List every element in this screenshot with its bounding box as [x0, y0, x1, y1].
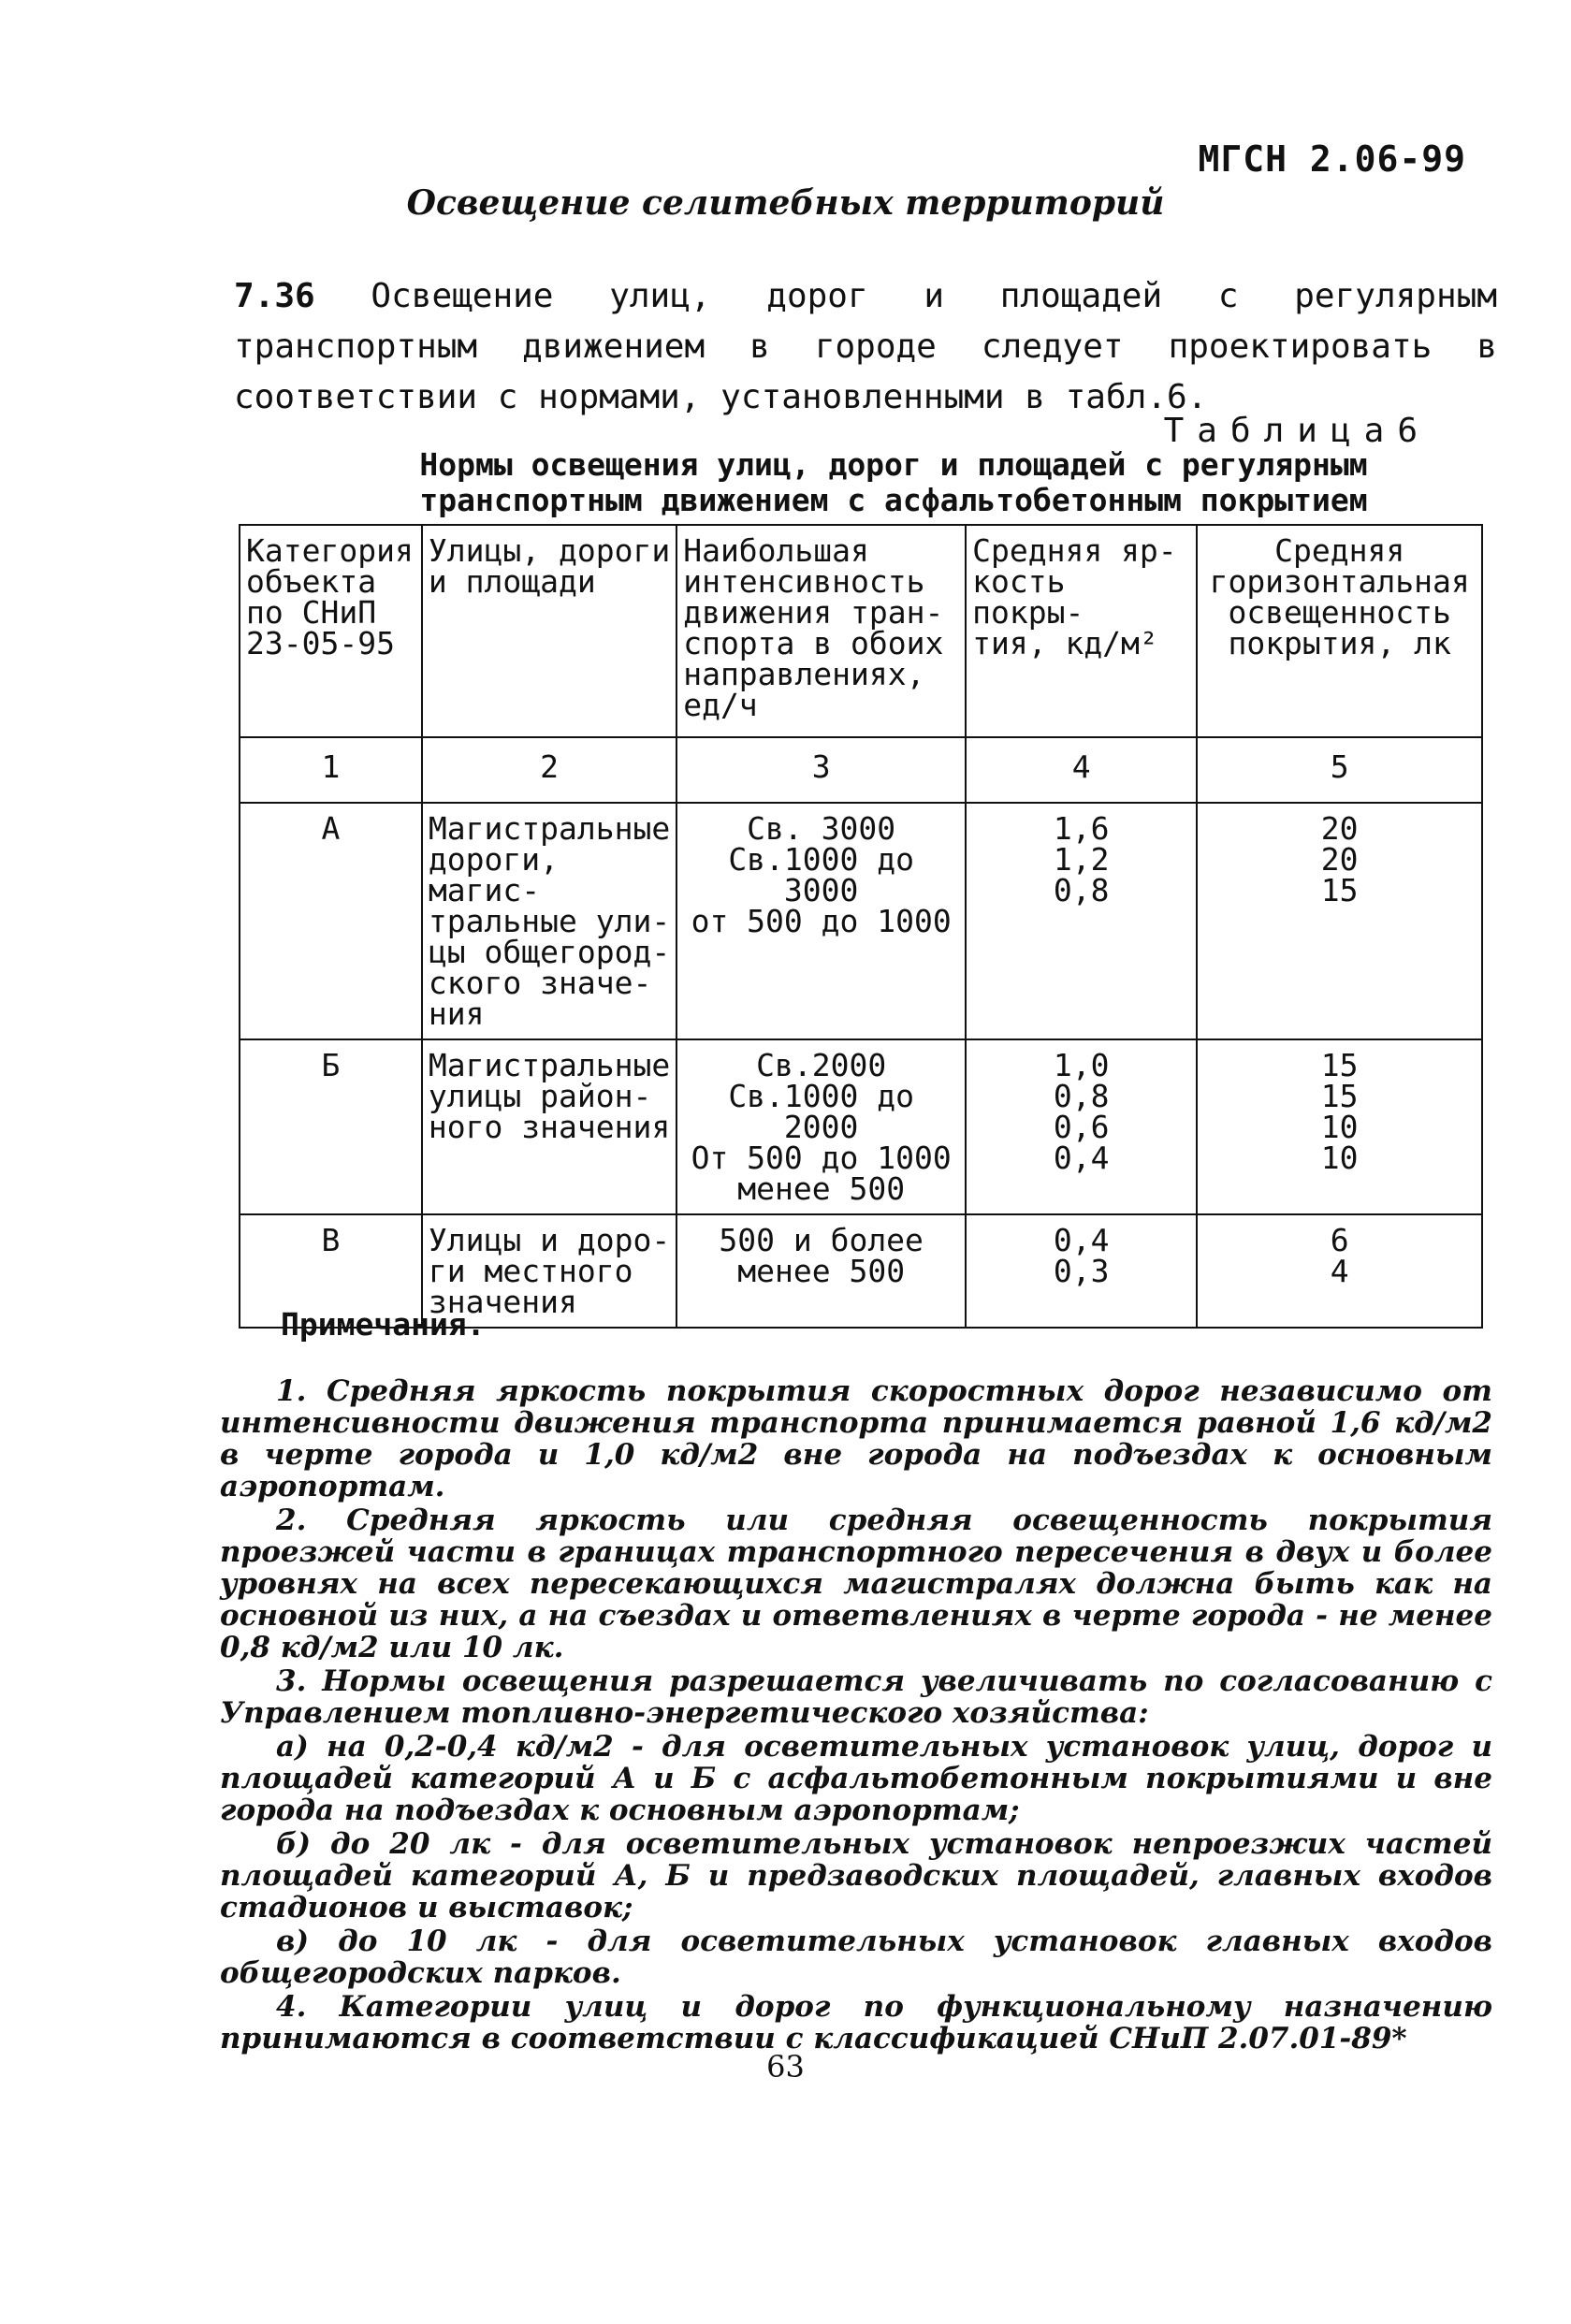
note-item: а) на 0,2-0,4 кд/м2 - для осветительных установок улиц, дорог и площадей категорий А и Б с асфальтобетонным покрытиями и вне города на подъездах к основным аэропортам; [220, 1730, 1492, 1827]
document-code: МГСН 2.06-99 [1198, 138, 1466, 180]
column-number: 2 [422, 737, 676, 803]
category-cell: А [240, 803, 422, 1039]
paragraph-number: 7.36 [234, 277, 315, 315]
lighting-norms-table [239, 524, 1483, 1329]
illuminance-cell: 15 15 10 10 [1197, 1039, 1482, 1214]
page-number: 63 [766, 2049, 805, 2084]
header-intensity: Наибольшая интенсивность движения тран- спорта в обоих направлениях, ед/ч [676, 525, 966, 737]
note-item: 2. Средняя яркость или средняя освещенность покрытия проезжей части в границах транспортного пересечения в двух и более уровнях на всех пересекающихся магистралях должна быть как на основной из них, а на съездах и ответвлениях в черте города - не менее 0,8 кд/м2 или 10 лк. [220, 1503, 1492, 1664]
streets-cell: Магистральные улицы район- ного значения [422, 1039, 676, 1214]
table-header-row [240, 525, 1482, 737]
column-number: 4 [966, 737, 1197, 803]
intensity-cell: Св. 3000 Св.1000 до 3000 от 500 до 1000 [676, 803, 966, 1039]
category-cell: В [240, 1214, 422, 1328]
illuminance-cell: 20 20 15 [1197, 803, 1482, 1039]
paragraph-text: Освещение улиц, дорог и площадей с регулярным транспортным движением в городе следует проектировать в соответствии с нормами, установленными в табл.6. [234, 277, 1497, 416]
note-item: 1. Средняя яркость покрытия скоростных дорог независимо от интенсивности движения транспорта принимается равной 1,6 кд/м2 в черте города и 1,0 кд/м2 вне города на подъездах к основным аэропортам. [220, 1374, 1492, 1503]
header-luminance: Средняя яр- кость покры- тия, кд/м² [966, 525, 1197, 737]
note-item: 4. Категории улиц и дорог по функциональному назначению принимаются в соответствии с классификацией СНиП 2.07.01-89* [220, 1990, 1492, 2055]
illuminance-cell: 6 4 [1197, 1214, 1482, 1328]
streets-cell: Улицы и доро- ги местного значения [422, 1214, 676, 1328]
note-item: 3. Нормы освещения разрешается увеличивать по согласованию с Управлением топливно-энергетического хозяйства: [220, 1664, 1492, 1730]
column-number: 3 [676, 737, 966, 803]
luminance-cell: 1,6 1,2 0,8 [966, 803, 1197, 1039]
table-row [240, 803, 1482, 1039]
column-number: 5 [1197, 737, 1482, 803]
luminance-cell: 1,0 0,8 0,6 0,4 [966, 1039, 1197, 1214]
header-illuminance: Средняя горизонтальная освещенность покрытия, лк [1197, 525, 1482, 737]
notes-title: Примечания. [281, 1306, 486, 1343]
header-streets: Улицы, дороги и площади [422, 525, 676, 737]
note-item: в) до 10 лк - для осветительных установок главных входов общегородских парков. [220, 1925, 1492, 1990]
note-item: б) до 20 лк - для осветительных установок непроезжих частей площадей категорий А, Б и предзаводских площадей, главных входов стадионов и выставок; [220, 1827, 1492, 1925]
luminance-cell: 0,4 0,3 [966, 1214, 1197, 1328]
intensity-cell: 500 и более менее 500 [676, 1214, 966, 1328]
streets-cell: Магистральные дороги, магис- тральные ули- цы общегород- ского значе- ния [422, 803, 676, 1039]
table-row [240, 1039, 1482, 1214]
category-cell: Б [240, 1039, 422, 1214]
section-title: Освещение селитебных территорий [406, 183, 1165, 223]
table-label: Таблица6 [1163, 412, 1431, 450]
intensity-cell: Св.2000 Св.1000 до 2000 От 500 до 1000 менее 500 [676, 1039, 966, 1214]
paragraph-7-36 [234, 271, 1497, 423]
notes-list [220, 1375, 1492, 2056]
column-number-row [240, 737, 1482, 803]
header-category: Категория объекта по СНиП 23-05-95 [240, 525, 422, 737]
column-number: 1 [240, 737, 422, 803]
table-title: Нормы освещения улиц, дорог и площадей с регулярным транспортным движением с асфальтобетонным покрытием [419, 446, 1368, 518]
